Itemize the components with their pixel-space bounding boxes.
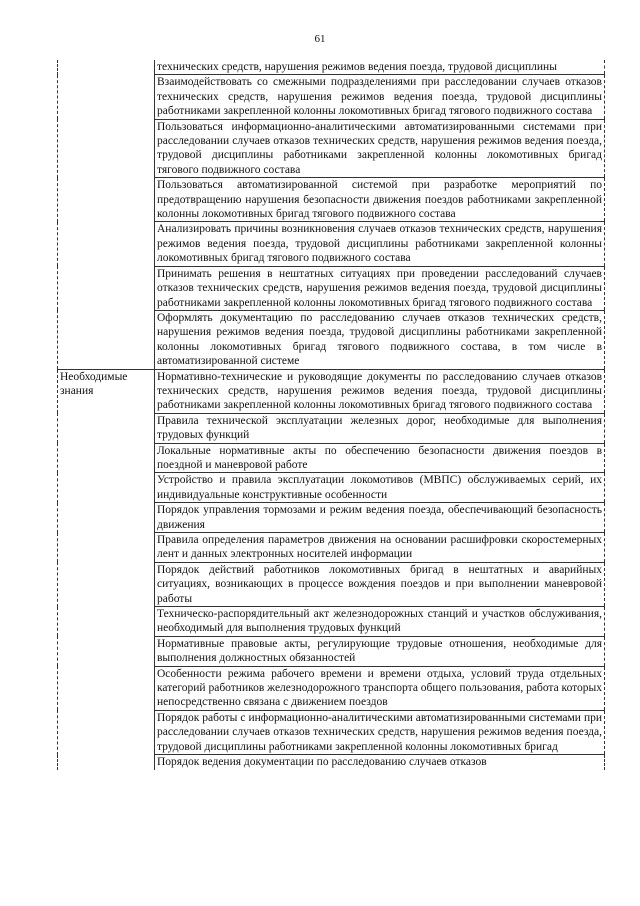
table-row <box>58 310 605 369</box>
table-entry: Порядок ведения документации по расследованию случаев отказов <box>155 755 605 770</box>
table-row <box>58 119 605 178</box>
row-label-empty <box>58 60 155 75</box>
section-label: Необходимые знания <box>60 370 128 397</box>
table-row <box>58 60 605 75</box>
table-entry: Устройство и правила эксплуатации локомотивов (МВПС) обслуживаемых серий, их индивидуальные конструктивные особенности <box>155 473 605 503</box>
page-number: 61 <box>314 33 326 45</box>
row-label-empty <box>58 222 155 266</box>
table-entry: Нормативные правовые акты, регулирующие трудовые отношения, необходимые для выполнения должностных обязанностей <box>155 636 605 666</box>
table-entry: Техническо-распорядительный акт железнодорожных станций и участков обслуживания, необходимый для выполнения трудовых функций <box>155 607 605 637</box>
table-entry: Принимать решения в нештатных ситуациях при проведении расследований случаев отказов технических средств, нарушения режимов ведения поезда, трудовой дисциплины работниками закрепленной колонны локомотивных бригад тягового подвижного состава <box>155 266 605 310</box>
table-entry: Порядок действий работников локомотивных бригад в нештатных и аварийных ситуациях, возникающих в процессе вождения поездов и при выполнении маневровой работы <box>155 562 605 606</box>
competency-table <box>57 60 605 770</box>
table-entry: Оформлять документацию по расследованию случаев отказов технических средств, нарушения режимов ведения поезда, трудовой дисциплины работниками закрепленной колонны локомотивных бригад тягового подвижного состава, в том числе в автоматизированной системе <box>155 310 605 369</box>
table-row <box>58 75 605 119</box>
table-row <box>58 178 605 222</box>
table-entry: Анализировать причины возникновения случаев отказов технических средств, нарушения режимов ведения поезда, трудовой дисциплины работниками закрепленной колонны локомотивных бригад тягового подвижного состава <box>155 222 605 266</box>
table-entry: Правила определения параметров движения на основании расшифровки скоростемерных лент и данных электронных носителей информации <box>155 533 605 563</box>
row-label-empty <box>58 266 155 310</box>
table-entry: Порядок управления тормозами и режим ведения поезда, обеспечивающий безопасность движения <box>155 503 605 533</box>
table-entry: Порядок работы с информационно-аналитическими автоматизированными системами при расследовании случаев отказов технических средств, нарушения режимов ведения поезда, трудовой дисциплины работниками закрепленной колонны локомотивных бригад <box>155 710 605 754</box>
table-row <box>58 369 605 413</box>
table-entry: Особенности режима рабочего времени и времени отдыха, условий труда отдельных категорий работников железнодорожного транспорта общего пользования, работа которых непосредственно связана с движением поездов <box>155 666 605 710</box>
row-label-empty <box>58 75 155 119</box>
section-label-cell <box>58 369 155 769</box>
row-label-empty <box>58 310 155 369</box>
row-label-empty <box>58 178 155 222</box>
table-row <box>58 266 605 310</box>
table-entry: Правила технической эксплуатации железных дорог, необходимые для выполнения трудовых функций <box>155 413 605 443</box>
table-entry: Локальные нормативные акты по обеспечению безопасности движения поездов в поездной и маневровой работе <box>155 443 605 473</box>
table-row <box>58 222 605 266</box>
table-entry: Пользоваться автоматизированной системой при разработке мероприятий по предотвращению нарушения безопасности движения поездов работниками закрепленной колонны локомотивных бригад тягового подвижного состава <box>155 178 605 222</box>
table-entry: Нормативно-технические и руководящие документы по расследованию случаев отказов технических средств, нарушения режимов ведения поезда, трудовой дисциплины работниками закрепленной колонны локомотивных бригад тягового подвижного состава <box>155 369 605 413</box>
row-label-empty <box>58 119 155 178</box>
table-entry: Взаимодействовать со смежными подразделениями при расследовании случаев отказов технических средств, нарушения режимов ведения поезда, трудовой дисциплины работниками закрепленной колонны локомотивных бригад тягового подвижного состава <box>155 75 605 119</box>
table-entry: технических средств, нарушения режимов ведения поезда, трудовой дисциплины <box>155 60 605 75</box>
table-entry: Пользоваться информационно-аналитическими автоматизированными системами при расследовании случаев отказов технических средств, нарушения режимов ведения поезда, трудовой дисциплины работниками закрепленной колонны локомотивных бригад тягового подвижного состава <box>155 119 605 178</box>
